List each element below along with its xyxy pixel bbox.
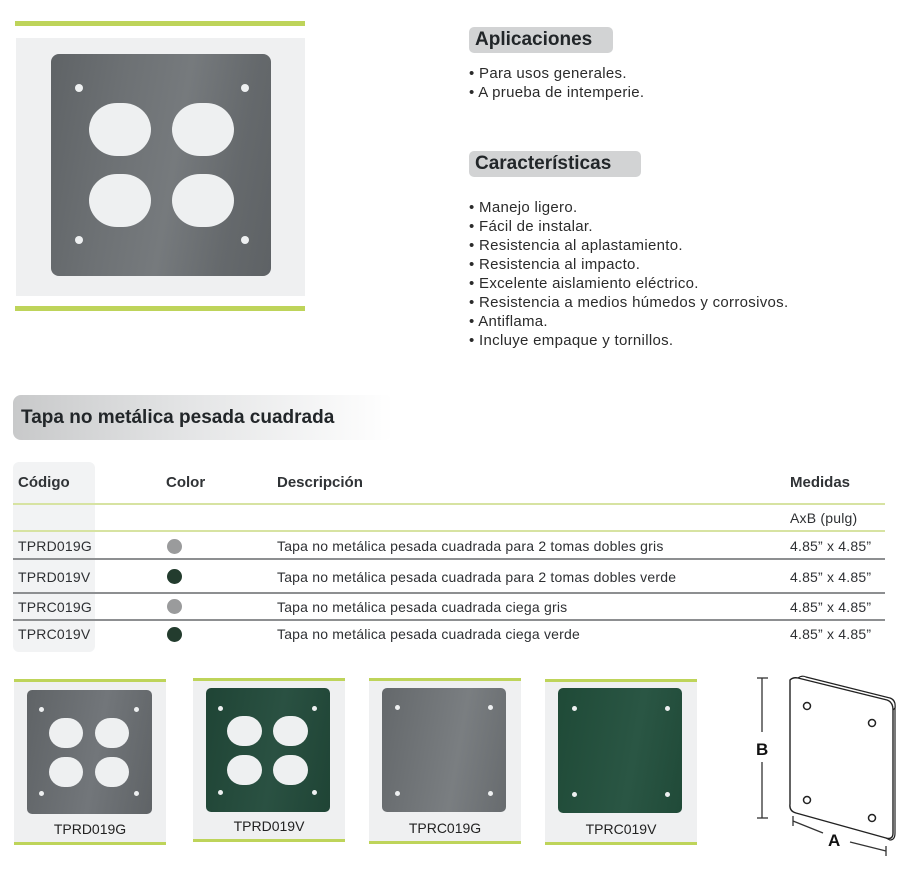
outlet-opening [172, 174, 234, 227]
outlet-opening [227, 755, 262, 785]
screw-hole [572, 706, 577, 711]
screw-hole [572, 792, 577, 797]
screw-hole [488, 791, 493, 796]
cell-measures: 4.85” x 4.85” [790, 569, 872, 585]
screw-hole [134, 791, 139, 796]
screw-hole [312, 790, 317, 795]
cell-code: TPRC019V [18, 626, 91, 642]
cell-measures: 4.85” x 4.85” [790, 626, 872, 642]
dimension-label-a: A [828, 831, 841, 850]
outlet-opening [49, 718, 83, 748]
features-item: • Resistencia al aplastamiento. [469, 236, 788, 255]
header-color: Color [166, 474, 206, 491]
cell-measures: 4.85” x 4.85” [790, 538, 872, 554]
cell-description: Tapa no metálica pesada cuadrada para 2 tomas dobles verde [277, 569, 677, 585]
screw-hole [218, 706, 223, 711]
thumb-bottom-accent-bar [369, 841, 521, 844]
cell-code: TPRC019G [18, 599, 92, 615]
features-item: • Antiflama. [469, 312, 788, 331]
color-swatch-green [167, 627, 182, 642]
applications-heading: Aplicaciones [469, 27, 613, 53]
hero-top-accent-bar [15, 21, 305, 26]
screw-hole [75, 236, 83, 244]
screw-hole [241, 84, 249, 92]
table-divider [13, 558, 885, 560]
thumb-label: TPRC019G [408, 820, 482, 836]
table-divider [13, 530, 885, 532]
screw-hole [39, 707, 44, 712]
screw-icon [869, 720, 876, 727]
thumb-label: TPRD019V [233, 818, 305, 834]
dimension-label-b: B [756, 740, 769, 759]
cover-plate-green-blank [558, 688, 682, 813]
screw-icon [804, 703, 811, 710]
table-divider [13, 592, 885, 594]
outlet-opening [273, 755, 308, 785]
screw-hole [395, 791, 400, 796]
outlet-opening [49, 757, 83, 787]
cell-code: TPRD019V [18, 569, 91, 585]
screw-hole [312, 706, 317, 711]
cell-description: Tapa no metálica pesada cuadrada para 2 tomas dobles gris [277, 538, 664, 554]
header-measures: Medidas [790, 474, 851, 491]
outlet-opening [172, 103, 234, 156]
header-description: Descripción [277, 474, 363, 491]
thumb-bottom-accent-bar [193, 839, 345, 842]
screw-hole [665, 792, 670, 797]
cover-plate-gray-duplex [27, 690, 152, 814]
color-swatch-gray [167, 599, 182, 614]
features-item: • Incluye empaque y tornillos. [469, 331, 788, 350]
dimension-line-a [793, 821, 823, 833]
outlet-opening [95, 757, 129, 787]
features-heading: Características [469, 151, 641, 177]
product-title: Tapa no metálica pesada cuadrada [13, 395, 393, 440]
outlet-opening [89, 103, 151, 156]
dimension-line-a [850, 842, 886, 851]
screw-hole [75, 84, 83, 92]
features-item: • Excelente aislamiento eléctrico. [469, 274, 788, 293]
header-code: Código [18, 474, 70, 491]
screw-icon [804, 797, 811, 804]
cell-code: TPRD019G [18, 538, 92, 554]
cover-plate-gray-blank [382, 688, 506, 812]
screw-hole [241, 236, 249, 244]
outlet-opening [227, 716, 262, 746]
features-item: • Resistencia a medios húmedos y corrosivos. [469, 293, 788, 312]
screw-hole [134, 707, 139, 712]
table-divider [13, 619, 885, 621]
hero-cover-plate [51, 54, 271, 276]
cell-description: Tapa no metálica pesada cuadrada ciega verde [277, 626, 580, 642]
dimension-diagram [740, 670, 900, 860]
thumb-label: TPRD019G [53, 821, 127, 837]
screw-hole [395, 705, 400, 710]
features-item: • Fácil de instalar. [469, 217, 788, 236]
screw-icon [869, 815, 876, 822]
screw-hole [39, 791, 44, 796]
hero-bottom-accent-bar [15, 306, 305, 311]
outlet-opening [273, 716, 308, 746]
applications-item: • A prueba de intemperie. [469, 83, 644, 102]
applications-list [469, 64, 644, 102]
thumb-bottom-accent-bar [545, 842, 697, 845]
features-item: • Resistencia al impacto. [469, 255, 788, 274]
features-item: • Manejo ligero. [469, 198, 788, 217]
cell-description: Tapa no metálica pesada cuadrada ciega gris [277, 599, 568, 615]
table-divider [13, 503, 885, 505]
color-swatch-green [167, 569, 182, 584]
thumb-bottom-accent-bar [14, 842, 166, 845]
features-list [469, 198, 788, 350]
cell-measures: 4.85” x 4.85” [790, 599, 872, 615]
cover-plate-outline [790, 678, 893, 839]
screw-hole [665, 706, 670, 711]
cover-plate-green-duplex [206, 688, 330, 812]
screw-hole [218, 790, 223, 795]
screw-hole [488, 705, 493, 710]
outlet-opening [95, 718, 129, 748]
color-swatch-gray [167, 539, 182, 554]
outlet-opening [89, 174, 151, 227]
header-measures-unit: AxB (pulg) [790, 510, 858, 526]
thumb-label: TPRC019V [585, 821, 657, 837]
applications-item: • Para usos generales. [469, 64, 644, 83]
